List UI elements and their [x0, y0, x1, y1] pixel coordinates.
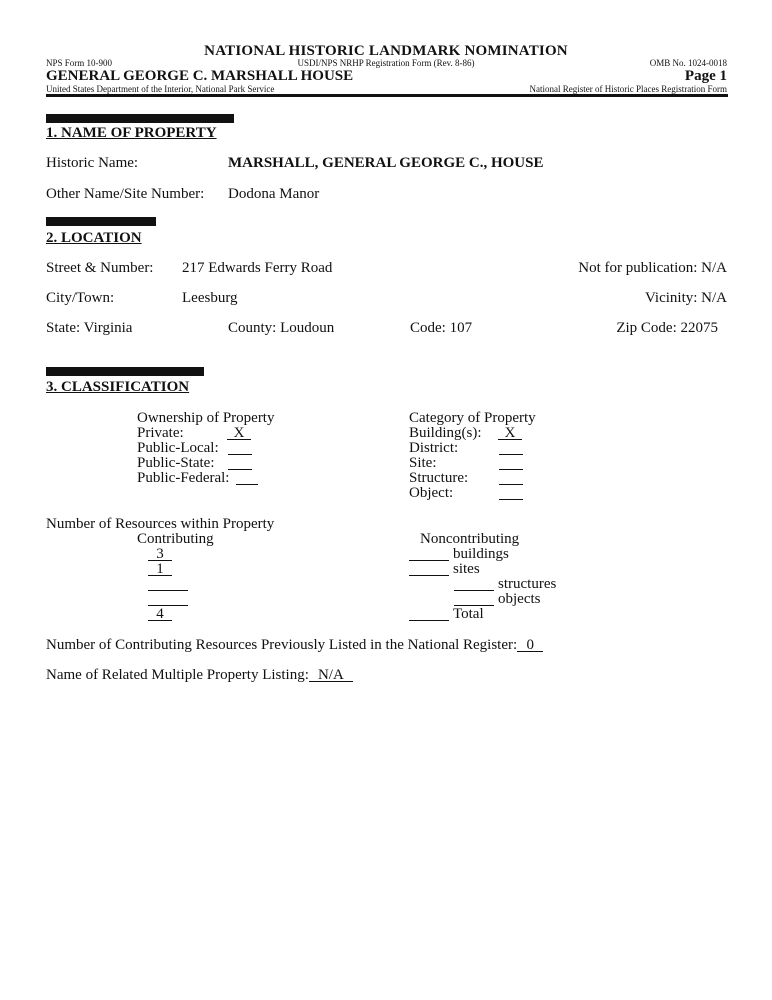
- mpl-value: N/A: [309, 668, 353, 682]
- street-label: Street & Number:: [46, 260, 154, 276]
- contributing-buildings: 3: [148, 547, 172, 561]
- category-district-value: [499, 441, 523, 455]
- ownership-private-value: X: [227, 426, 251, 440]
- historic-name-label: Historic Name:: [46, 155, 139, 171]
- document-title: NATIONAL HISTORIC LANDMARK NOMINATION: [204, 43, 568, 59]
- noncontributing-objects: [454, 592, 494, 606]
- ownership-public-local-value: [228, 441, 252, 455]
- noncontributing-structures: [454, 577, 494, 591]
- category-site-label: Site:: [409, 455, 437, 471]
- zip-field: Zip Code: 22075: [616, 320, 718, 336]
- category-building-value: X: [498, 426, 522, 440]
- section-3-bar: [46, 367, 204, 376]
- contributing-structures: [148, 577, 188, 591]
- city-value: Leesburg: [182, 290, 238, 306]
- registration-form-rev: USDI/NPS NRHP Registration Form (Rev. 8-86): [297, 58, 475, 68]
- code-field: Code: 107: [410, 320, 473, 336]
- ownership-public-federal-value: [236, 471, 258, 485]
- category-site-value: [499, 456, 523, 470]
- ownership-public-local-label: Public-Local:: [137, 440, 219, 456]
- not-for-publication: Not for publication: N/A: [578, 260, 727, 276]
- type-buildings: buildings: [453, 546, 509, 562]
- street-value: 217 Edwards Ferry Road: [182, 260, 333, 276]
- register-line: National Register of Historic Places Registration Form: [529, 84, 727, 94]
- county-field: County: Loudoun: [228, 320, 335, 336]
- ownership-public-state-label: Public-State:: [137, 455, 215, 471]
- contributing-objects: [148, 592, 188, 606]
- category-district-label: District:: [409, 440, 459, 456]
- other-name-label: Other Name/Site Number:: [46, 186, 205, 202]
- category-heading: Category of Property: [409, 410, 536, 426]
- category-structure-value: [499, 471, 523, 485]
- department-line: United States Department of the Interior, National Park Service: [46, 84, 275, 94]
- noncontributing-heading: Noncontributing: [420, 531, 520, 547]
- city-label: City/Town:: [46, 290, 115, 306]
- other-name-value: Dodona Manor: [228, 186, 320, 202]
- property-title: GENERAL GEORGE C. MARSHALL HOUSE: [46, 68, 354, 84]
- contributing-total: 4: [148, 607, 172, 621]
- omb-number: OMB No. 1024-0018: [649, 58, 727, 68]
- previously-listed-value: 0: [517, 638, 543, 652]
- ownership-public-state-value: [228, 456, 252, 470]
- noncontributing-total: [409, 607, 449, 621]
- page-number: Page 1: [684, 68, 727, 84]
- mpl-label: Name of Related Multiple Property Listing:: [46, 667, 309, 683]
- category-object-value: [499, 486, 523, 500]
- previously-listed-label: Number of Contributing Resources Previously Listed in the National Register:: [46, 637, 518, 653]
- category-building-label: Building(s):: [409, 425, 482, 441]
- type-structures: structures: [498, 576, 557, 592]
- contributing-sites: 1: [148, 562, 172, 576]
- noncontributing-sites: [409, 562, 449, 576]
- section-1-bar: [46, 114, 234, 123]
- noncontributing-buildings: [409, 547, 449, 561]
- contributing-heading: Contributing: [137, 531, 214, 547]
- ownership-heading: Ownership of Property: [137, 410, 275, 426]
- resources-heading: Number of Resources within Property: [46, 516, 275, 532]
- section-2-heading: 2. LOCATION: [46, 230, 142, 246]
- ownership-private-label: Private:: [137, 425, 184, 441]
- section-2-bar: [46, 217, 156, 226]
- category-structure-label: Structure:: [409, 470, 469, 486]
- vicinity: Vicinity: N/A: [644, 290, 727, 306]
- ownership-public-federal-label: Public-Federal:: [137, 470, 230, 486]
- type-total: Total: [453, 606, 484, 622]
- type-sites: sites: [453, 561, 480, 577]
- section-1-heading: 1. NAME OF PROPERTY: [46, 125, 217, 141]
- category-object-label: Object:: [409, 485, 454, 501]
- state-field: State: Virginia: [46, 320, 133, 336]
- form-number: NPS Form 10-900: [46, 58, 113, 68]
- historic-name-value: MARSHALL, GENERAL GEORGE C., HOUSE: [228, 155, 544, 171]
- type-objects: objects: [498, 591, 541, 607]
- section-3-heading: 3. CLASSIFICATION: [46, 379, 190, 395]
- header-rule: [46, 94, 728, 97]
